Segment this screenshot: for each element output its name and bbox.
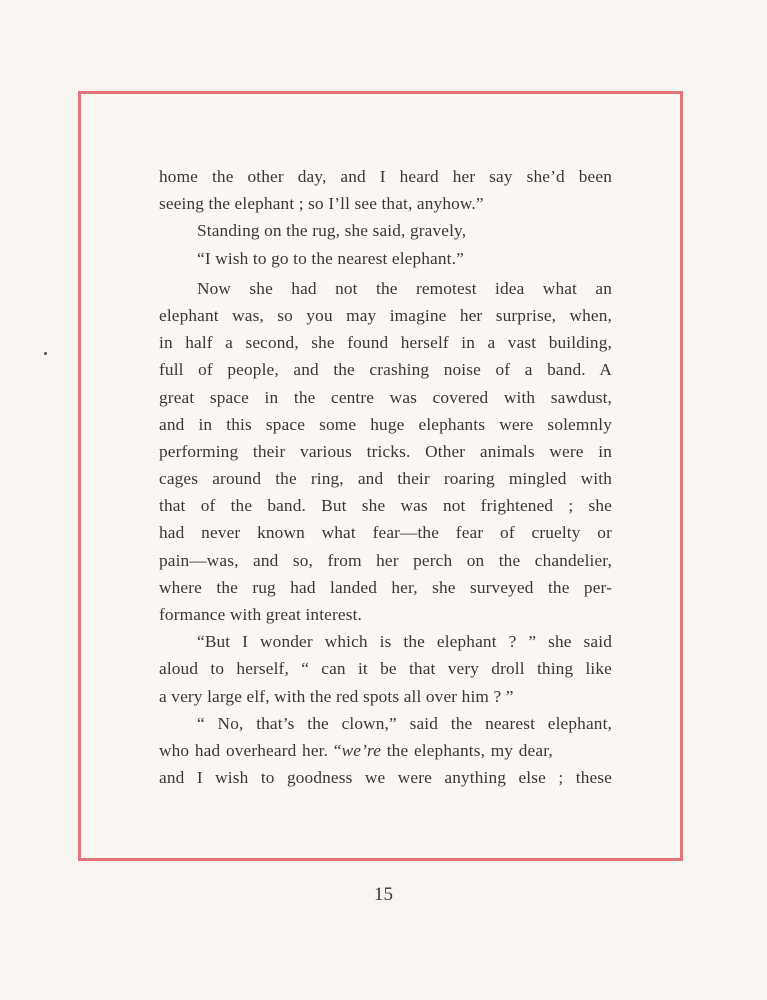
text-line: great space in the centre was covered with sawdust, [159,387,612,407]
text-line: that of the band. But she was not frightened ; she [159,496,612,516]
text-line: “ No, that’s the clown,” said the nearest elephant, [197,713,612,733]
text-line: had never known what fear—the fear of cruelty or [159,523,612,543]
text-line: home the other day, and I heard her say she’d been [159,167,612,186]
text-line: in half a second, she found herself in a vast building, [159,333,612,353]
text-line: full of people, and the crashing noise of a band. A [159,360,612,380]
text-line: Now she had not the remotest idea what an [197,278,612,298]
text-line: and I wish to goodness we were anything else ; these [159,768,612,788]
text-line: seeing the elephant ; so I’ll see that, anyhow.” [159,194,484,214]
text-fragment: who had overheard her. “ [159,740,342,760]
text-line: a very large elf, with the red spots all over him ? ” [159,686,514,706]
text-line: elephant was, so you may imagine her surprise, when, [159,305,612,325]
text-line: and in this space some huge elephants were solemnly [159,414,612,434]
text-line: pain—was, and so, from her perch on the chandelier, [159,550,612,570]
text-fragment: the elephants, my dear, [381,740,553,760]
body-text [159,163,612,791]
text-line: Standing on the rug, she said, gravely, [197,221,467,241]
text-line: “But I wonder which is the elephant ? ” she said [197,632,612,652]
text-line: aloud to herself, “ can it be that very droll thing like [159,659,612,679]
text-line: where the rug had landed her, she surveyed the per- [159,577,612,597]
text-line: performing their various tricks. Other animals were in [159,441,612,461]
italic-word: we’re [341,740,382,760]
text-line: “I wish to go to the nearest elephant.” [197,248,464,268]
text-line: formance with great interest. [159,605,362,624]
text-line: cages around the ring, and their roaring mingled with [159,469,612,489]
margin-speck [44,352,47,355]
text-line [159,737,612,764]
page-number: 15 [374,884,393,905]
